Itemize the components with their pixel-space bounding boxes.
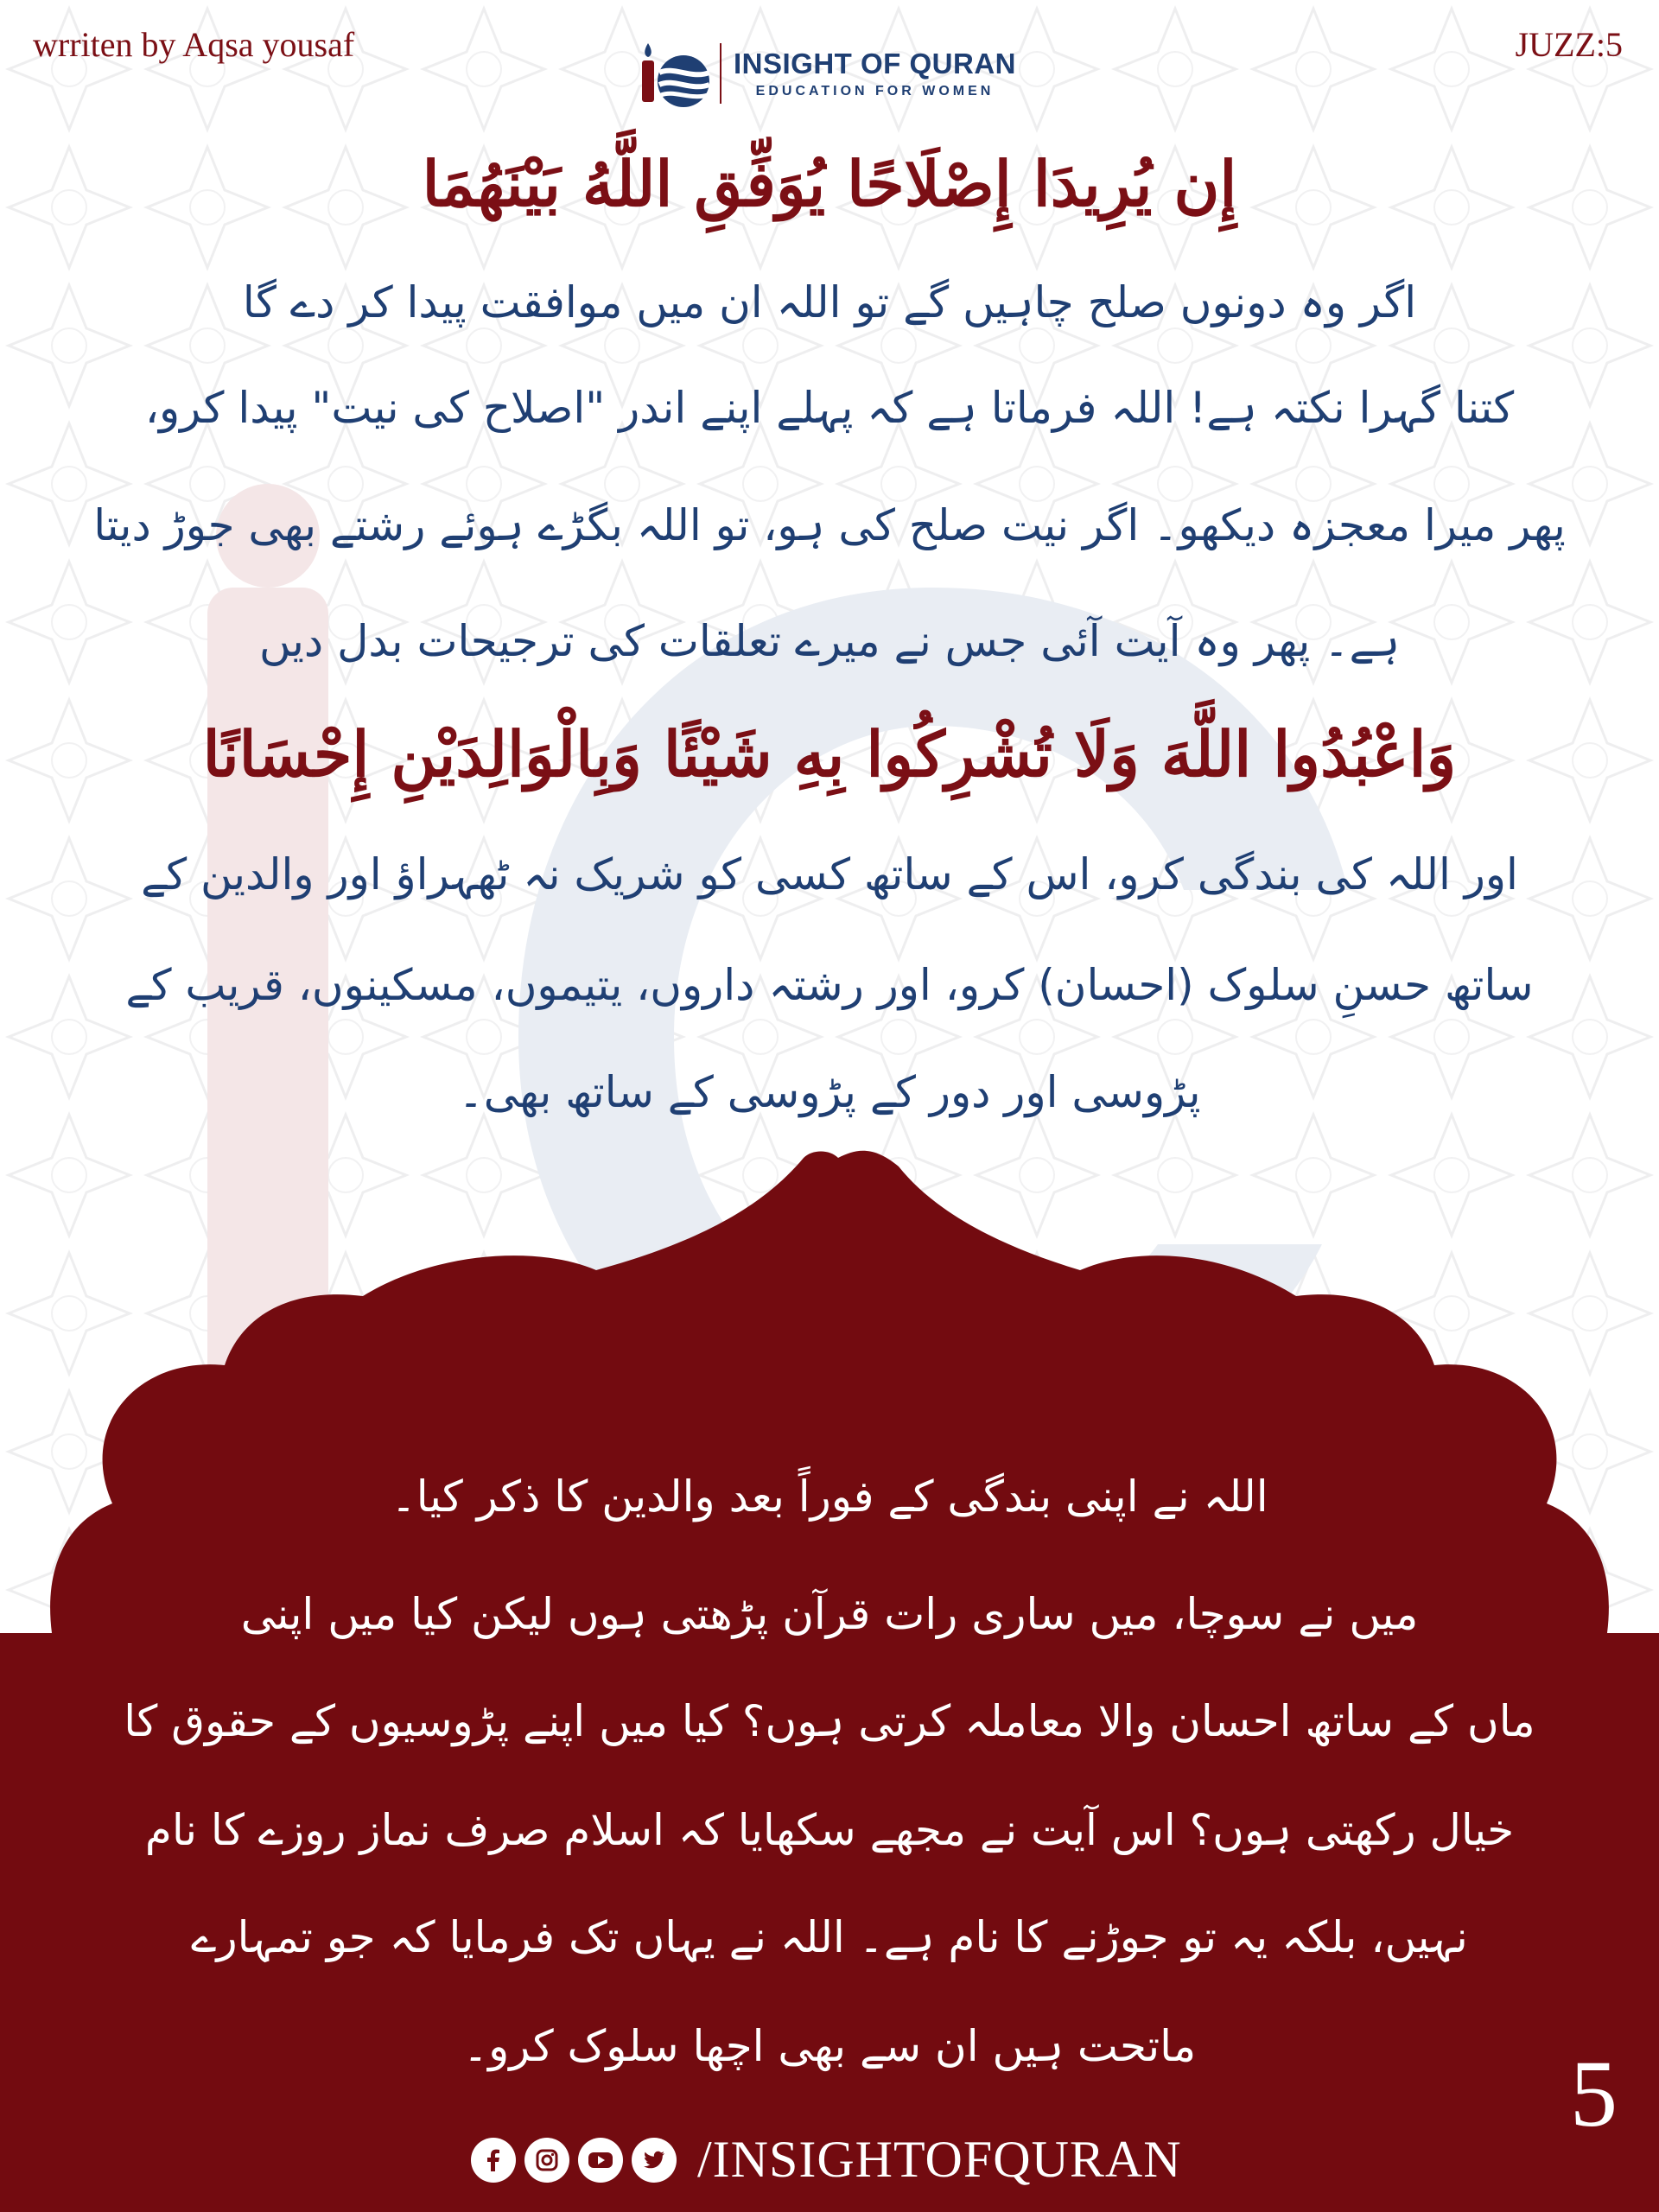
facebook-icon[interactable] (471, 2138, 516, 2183)
instagram-icon[interactable] (524, 2138, 569, 2183)
verse-translation-2-line-3: پڑوسی اور دور کے پڑوسی کے ساتھ بھی۔ (458, 1067, 1201, 1117)
reflection-line-2: پھر میرا معجزہ دیکھو۔ اگر نیت صلح کی ہو، تو اللہ بگڑے ہوئے رشتے بھی جوڑ دیتا (93, 500, 1566, 550)
logo-title: INSIGHT OF QURAN (734, 48, 1016, 79)
dome-line-1: اللہ نے اپنی بندگی کے فوراً بعد والدین کا ذکر کیا۔ (391, 1471, 1268, 1522)
youtube-icon[interactable] (578, 2138, 623, 2183)
social-handle[interactable]: /INSIGHTOFQURAN (697, 2131, 1182, 2188)
dome-line-4: خیال رکھتی ہوں؟ اس آیت نے مجھے سکھایا کہ اسلام صرف نماز روزے کا نام (144, 1805, 1515, 1855)
reflection-line-1: کتنا گہرا نکتہ ہے! اللہ فرماتا ہے کہ پہلے اپنے اندر "اصلاح کی نیت" پیدا کرو، (144, 383, 1515, 433)
verse-translation-1: اگر وہ دونوں صلح چاہیں گے تو اللہ ان میں موافقت پیدا کر دے گا (242, 277, 1417, 327)
dome-line-2: میں نے سوچا، میں ساری رات قرآن پڑھتی ہوں لیکن کیا میں اپنی (240, 1589, 1419, 1639)
twitter-icon[interactable] (632, 2138, 677, 2183)
verse-translation-2-line-1: اور اللہ کی بندگی کرو، اس کے ساتھ کسی کو شریک نہ ٹھہراؤ اور والدین کے (141, 849, 1518, 899)
logo-text (734, 48, 1016, 99)
dome-line-3: ماں کے ساتھ احسان والا معاملہ کرتی ہوں؟ کیا میں اپنے پڑوسیوں کے حقوق کا (124, 1696, 1535, 1746)
page-number: 5 (1570, 2041, 1618, 2146)
logo-subtitle: EDUCATION FOR WOMEN (755, 84, 995, 99)
juz-label: JUZZ:5 (1515, 25, 1623, 64)
social-footer (471, 2130, 1182, 2190)
author-credit: wrriten by Aqsa yousaf (33, 25, 355, 64)
dome-line-6: ماتحت ہیں ان سے بھی اچھا سلوک کرو۔ (462, 2021, 1197, 2071)
verse-arabic-1: إِن يُرِيدَا إِصْلَاحًا يُوَفِّقِ اللَّهُ بَيْنَهُمَا (422, 147, 1237, 220)
verse-translation-2-line-2: ساتھ حسنِ سلوک (احسان) کرو، اور رشتہ داروں، یتیموں، مسکینوں، قریب کے (125, 960, 1534, 1010)
verse-arabic-2: وَاعْبُدُوا اللَّهَ وَلَا تُشْرِكُوا بِهِ شَيْئًا وَبِالْوَالِدَيْنِ إِحْسَانًا (202, 717, 1457, 791)
reflection-line-3: ہے۔ پھر وہ آیت آئی جس نے میرے تعلقات کی ترجیحات بدل دیں (258, 616, 1401, 666)
logo-divider (720, 43, 721, 104)
brand-logo (635, 35, 1041, 112)
insight-of-quran-logo-icon (635, 35, 713, 112)
dome-line-5: نہیں، بلکہ یہ تو جوڑنے کا نام ہے۔ اللہ نے یہاں تک فرمایا کہ جو تمہارے (191, 1912, 1468, 1962)
